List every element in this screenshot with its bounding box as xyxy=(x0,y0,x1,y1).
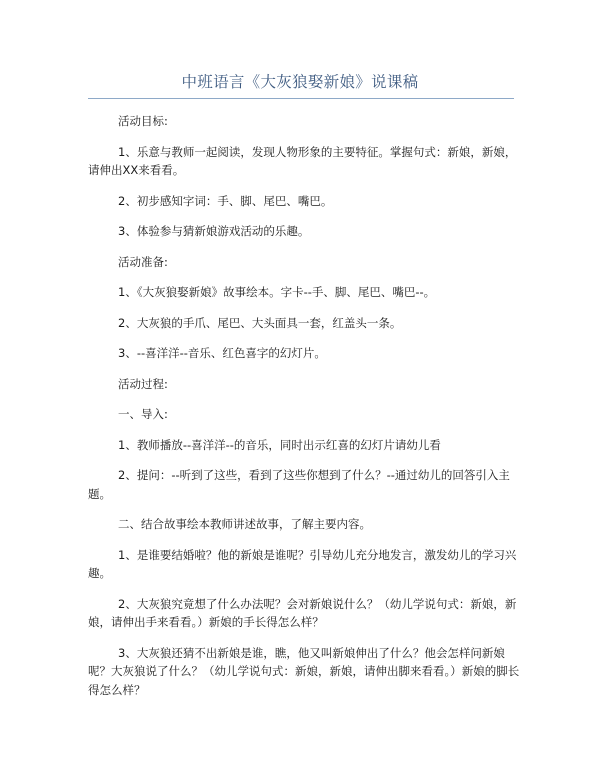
story-item-1: 1、是谁要结婚啦？他的新娘是谁呢？引导幼儿充分地发言，激发幼儿的学习兴趣。 xyxy=(88,547,517,580)
document-title: 中班语言《大灰狼娶新娘》说课稿 xyxy=(181,73,419,91)
goal-item-2: 2、初步感知字词：手、脚、尾巴、嘴巴。 xyxy=(118,193,333,208)
story-item-2: 2、大灰狼究竟想了什么办法呢？会对新娘说什么？（幼儿学说句式：新娘，新娘，请伸出手来看看。）新娘的手长得怎么样？ xyxy=(88,596,517,629)
intro-item-1: 1、教师播放--喜洋洋--的音乐，同时出示红喜的幻灯片请幼儿看 xyxy=(118,437,441,452)
prep-item-3: 3、--喜洋洋--音乐、红色喜字的幻灯片。 xyxy=(118,346,326,360)
section-heading-preparation: 活动准备: xyxy=(118,254,168,269)
process-step-intro: 一、导入: xyxy=(118,407,168,421)
goal-item-1: 1、乐意与教师一起阅读，发现人物形象的主要特征。掌握句式：新娘，新娘，请伸出XX来看看。 xyxy=(88,144,517,177)
story-item-3: 3、大灰狼还猜不出新娘是谁，瞧，他又叫新娘伸出了什么？他会怎样问新娘呢？大灰狼说了什么？（幼儿学说句式：新娘，新娘，请伸出脚来看看。）新娘的脚长得怎么样？ xyxy=(88,645,520,697)
process-step-story: 二、结合故事绘本教师讲述故事，了解主要内容。 xyxy=(118,517,371,531)
goal-item-3: 3、体验参与猜新娘游戏活动的乐趣。 xyxy=(118,224,310,238)
intro-item-2: 2、提问：--听到了这些，看到了这些你想到了什么？--通过幼儿的回答引入主题。 xyxy=(88,468,510,501)
section-heading-goals: 活动目标: xyxy=(118,114,168,128)
title-divider xyxy=(88,98,514,99)
prep-item-1: 1、《大灰狼娶新娘》故事绘本。字卡--手、脚、尾巴、嘴巴--。 xyxy=(118,285,436,299)
section-heading-process: 活动过程: xyxy=(118,376,168,391)
document-body xyxy=(88,112,520,699)
prep-item-2: 2、大灰狼的手爪、尾巴、大头面具一套，红盖头一条。 xyxy=(118,315,402,330)
